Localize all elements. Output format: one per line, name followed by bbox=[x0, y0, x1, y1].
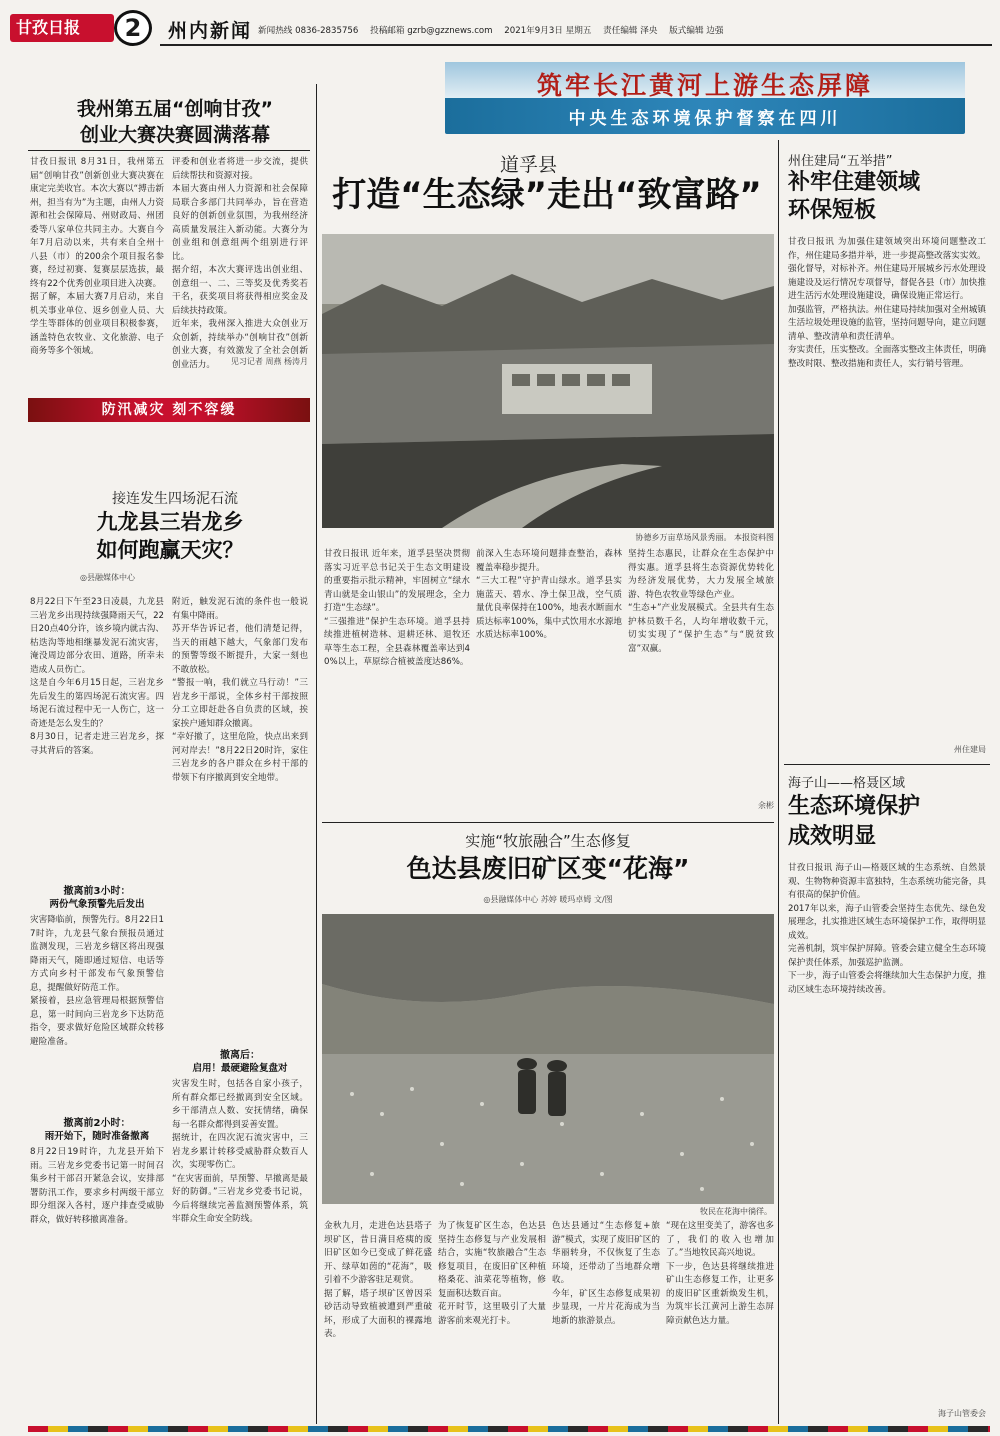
column-divider-left bbox=[316, 84, 317, 1424]
zhujian-headline-1: 补牢住建领域 bbox=[788, 170, 921, 195]
header-info bbox=[258, 24, 990, 36]
responsible-editor: 责任编辑 泽央 bbox=[603, 26, 658, 36]
seda-headline: 色达县废旧矿区变“花海” bbox=[406, 854, 690, 883]
section-title: 州内新闻 bbox=[168, 20, 253, 42]
jiulong-body-col2: 附近，触发泥石流的条件也一般说有集中降雨。 苏开华告诉记者，他们清楚记得，当天的雨越下越大，气象部门发布的预警等级不断提升，大家一刻也不敢放松。 “警报一响，我们就立马行动！”三岩龙乡干部说，全体乡村干部按照分工立即赶赴各自负责的区域，挨家挨户通知群众撤离。 “幸好撤了，这里危险，快点出来到河对岸去！”8月22日20时许，家住三岩龙乡的各户群众在乡村干部的带领下有序撤离到安全地带。 bbox=[172, 597, 308, 783]
zhujian-kicker: 州住建局“五举措” bbox=[788, 154, 893, 169]
print-registration-strip bbox=[28, 1426, 990, 1432]
seda-flower-photo bbox=[322, 914, 774, 1204]
banner-title: 筑牢长江黄河上游生态屏障 bbox=[536, 71, 873, 100]
zhujian-headline-2: 环保短板 bbox=[788, 198, 877, 223]
hotline: 新闻热线 0836-2835756 bbox=[258, 26, 359, 36]
daofu-photo-caption: 协德乡万亩草场风景秀丽。 本报资料图 bbox=[635, 533, 774, 542]
photo-illustration bbox=[322, 914, 774, 1204]
newspaper-logo: 甘孜日报 bbox=[10, 14, 114, 42]
jiulong-headline-2: 如何跑赢天灾？ bbox=[96, 538, 244, 562]
daofu-byline: 余彬 bbox=[758, 801, 774, 810]
divider bbox=[28, 150, 310, 151]
contest-byline: 见习记者 周燕 杨涛月 bbox=[230, 357, 308, 366]
daofu-body-col2: 前深入生态环境问题排查整治，森林覆盖率稳步提升。 “三大工程”守护青山绿水。道孚县实施蓝天、碧水、净土保卫战，空气质量优良率保持在100%，地表水断面水质达标率100%，集中式饮用水水源地水质达标率100%。 bbox=[476, 549, 622, 640]
jiulong-sub3: 撤离后： bbox=[220, 1050, 260, 1061]
jiulong-body-col1c: 8月22日19时许，九龙县开始下雨。三岩龙乡党委书记第一时间召集乡村干部召开紧急会议，安排部署防汛工作，要求乡村两级干部立即分组深入各村，逐户排查受威胁群众，做好转移撤离准备。 bbox=[30, 1147, 164, 1225]
contest-body-col2: 评委和创业者将进一步交流，提供后续帮扶和资源对接。 本届大赛由州人力资源和社会保障局联合多部门共同举办，旨在营造良好的创新创业氛围，为我州经济高质量发展注入新动能。大赛分为创业组和创意组两个组别进行评比。 据介绍，本次大赛评选出创业组、创意组一、二、三等奖及优秀奖若干名，获奖项目将获得相应奖金及后续扶持政策。 近年来，我州深入推进大众创业万众创新，持续举办“创响甘孜”创新创业大赛，有效激发了全社会创新创业活力。 bbox=[172, 157, 308, 370]
seda-body-col2: 为了恢复矿区生态，色达县坚持生态修复与产业发展相结合，实施“牧旅融合”生态修复项目，在废旧矿区种植格桑花、油菜花等植物，修复面积达数百亩。 花开时节，这里吸引了大量游客前来观光打卡。 bbox=[438, 1221, 546, 1326]
flood-prevention-banner: 防汛减灾 刻不容缓 bbox=[28, 398, 310, 422]
daofu-landscape-photo bbox=[322, 234, 774, 528]
layout-editor: 版式编辑 边强 bbox=[669, 26, 724, 36]
jiulong-kicker: 接连发生四场泥石流 bbox=[112, 491, 238, 507]
contest-headline-2: 创业大赛决赛圆满落幕 bbox=[79, 124, 270, 146]
header-rule bbox=[160, 44, 992, 46]
masthead bbox=[0, 0, 1000, 50]
hailuo-byline: 海子山管委会 bbox=[938, 1409, 986, 1418]
contest-headline-1: 我州第五届“创响甘孜” bbox=[77, 98, 273, 120]
photo-illustration bbox=[322, 234, 774, 528]
jiulong-headline-1: 九龙县三岩龙乡 bbox=[96, 510, 244, 534]
divider bbox=[322, 822, 774, 823]
page-number: 2 bbox=[114, 10, 152, 46]
jiulong-sub3b: 启用！最硬避险复盘对 bbox=[192, 1063, 288, 1074]
email: 投稿邮箱 gzrb@gzznews.com bbox=[370, 26, 493, 36]
column-divider-right bbox=[778, 140, 779, 1424]
issue-date: 2021年9月3日 星期五 bbox=[504, 26, 592, 36]
seda-kicker: 实施“牧旅融合”生态修复 bbox=[465, 832, 631, 850]
hailuo-body: 甘孜日报讯 海子山—格聂区域的生态系统、自然景观、生物物种资源丰富独特，生态系统功能完备，具有很高的保护价值。 2017年以来，海子山管委会坚持生态优先、绿色发展理念，扎实推进区域生态环境保护工作，取得明显成效。 完善机制，筑牢保护屏障。管委会建立健全生态环境保护责任体系，加强巡护监测。 下一步，海子山管委会将继续加大生态保护力度，推动区域生态环境持续改善。 bbox=[788, 863, 986, 995]
daofu-kicker: 道孚县 bbox=[500, 154, 558, 176]
seda-body-col1: 金秋九月，走进色达县塔子坝矿区，昔日满目疮痍的废旧矿区如今已变成了鲜花盛开、绿草如茵的“花海”，吸引着不少游客驻足观赏。 据了解，塔子坝矿区曾因采砂活动导致植被遭到严重破坏，形成了大面积的裸露地表。 bbox=[324, 1221, 432, 1339]
jiulong-body-col2b: 灾害发生时，包括各自家小孩子，所有群众都已经撤离到安全区域。乡干部清点人数、安抚情绪，确保每一名群众都得到妥善安置。 据统计，在四次泥石流灾害中，三岩龙乡累计转移受威胁群众数百人次，实现零伤亡。 “在灾害面前，早预警、早撤离是最好的防御。”三岩龙乡党委书记说，今后将继续完善监测预警体系，筑牢群众生命安全防线。 bbox=[172, 1079, 308, 1224]
hailuo-headline-1: 生态环境保护 bbox=[788, 794, 921, 819]
contest-body-col1: 甘孜日报讯 8月31日，我州第五届“创响甘孜”创新创业大赛决赛在康定完美收官。本次大赛以“搏击新州，担当有为”为主题，由州人力资源和社会保障局、州财政局、州团委等八家单位共同主办。大赛自今年7月启动以来，共有来自全州十八县（市）的200余个项目报名参赛，经过初赛、复赛层层选拔，最终有22个优秀创业项目进入决赛。 据了解，本届大赛7月启动，来自机关事业单位、返乡创业人员、大学生等群体的创业项目积极参赛，涵盖特色农牧业、文化旅游、电子商务等多个领域。 bbox=[30, 157, 164, 356]
daofu-headline: 打造“生态绿”走出“致富路” bbox=[332, 175, 762, 215]
jiulong-body-col1: 8月22日下午至23日凌晨，九龙县三岩龙乡出现持续强降雨天气，22日20点40分许，该乡境内就古沟、枯迭沟等地相继暴发泥石流灾害，淹没周边部分农田、道路，所幸未造成人员伤亡。 这是自今年6月15日起，三岩龙乡先后发生的第四场泥石流灾害。四场泥石流过程中无一人伤亡，这一奇迹是怎么发生的？ 8月30日，记者走进三岩龙乡，探寻其背后的答案。 bbox=[30, 597, 164, 756]
jiulong-sub1b: 两份气象预警先后发出 bbox=[49, 899, 145, 910]
jiulong-body-col1b: 灾害降临前，预警先行。8月22日17时许，九龙县气象台预报员通过监测发现，三岩龙乡辖区将出现强降雨天气，随即通过短信、电话等方式向乡村干部发布气象预警信息，提醒做好防范工作。 紧接着，县应急管理局根据预警信息，第一时间向三岩龙乡下达防范指令，要求做好危险区域群众转移避险准备。 bbox=[30, 915, 164, 1047]
jiulong-sub2: 撤离前2小时： bbox=[63, 1118, 131, 1129]
jiulong-source: ◎县融媒体中心 bbox=[80, 573, 135, 582]
daofu-body-col1: 甘孜日报讯 近年来，道孚县坚决贯彻落实习近平总书记关于生态文明建设的重要指示批示精神，牢固树立“绿水青山就是金山银山”的发展理念，全力打造“生态绿”。 “三强推进”保护生态环境。道孚县持续推进植树造林、退耕还林、退牧还草等生态工程，全县森林覆盖率达到40%以上，草原综合植被盖度达86%。 bbox=[324, 549, 470, 667]
seda-photo-caption: 牧民在花海中徜徉。 bbox=[700, 1207, 772, 1216]
jiulong-sub1: 撤离前3小时： bbox=[63, 886, 131, 897]
banner-subtitle: 中央生态环境保护督察在四川 bbox=[568, 109, 842, 129]
hailuo-headline-2: 成效明显 bbox=[788, 824, 877, 849]
seda-body-col3: 色达县通过“生态修复+旅游”模式，实现了废旧矿区的华丽转身，不仅恢复了生态环境，还带动了当地群众增收。 今年，矿区生态修复成果初步显现，一片片花海成为当地新的旅游景点。 bbox=[552, 1221, 660, 1326]
zhujian-byline: 州住建局 bbox=[954, 745, 986, 754]
seda-body-col4: “现在这里变美了，游客也多了，我们的收入也增加了。”当地牧民高兴地说。 下一步，色达县将继续推进矿山生态修复工作，让更多的废旧矿区重新焕发生机，为筑牢长江黄河上游生态屏障贡献色达力量。 bbox=[666, 1221, 774, 1326]
zhujian-body: 甘孜日报讯 为加强住建领域突出环境问题整改工作，州住建局多措并举，进一步提高整改落实实效。 强化督导，对标补齐。州住建局开展城乡污水处理设施建设及运行情况专项督导，督促各县（市）加快推进生活污水处理设施建设，确保设施正常运行。 加强监管，严格执法。州住建局持续加强对全州城镇生活垃圾处理设施的监管，坚持问题导向，建立问题清单、整改清单和责任清单。 夯实责任，压实整改。全面落实整改主体责任，明确整改时限、整改措施和责任人，实行销号管理。 bbox=[788, 237, 986, 369]
seda-source: ◎县融媒体中心 苏婷 暖玛卓姆 文/图 bbox=[483, 895, 613, 904]
daofu-body-col3: 坚持生态惠民，让群众在生态保护中得实惠。道孚县将生态资源优势转化为经济发展优势，大力发展全域旅游、特色农牧业等绿色产业。 “生态+”产业发展模式。全县共有生态护林员数千名，人均年增收数千元，切实实现了“保护生态”与“脱贫致富”双赢。 bbox=[628, 549, 774, 654]
divider bbox=[784, 764, 990, 765]
hailuo-kicker: 海子山——格聂区域 bbox=[788, 776, 906, 791]
jiulong-sub2b: 雨开始下，随时准备撤离 bbox=[44, 1131, 150, 1142]
